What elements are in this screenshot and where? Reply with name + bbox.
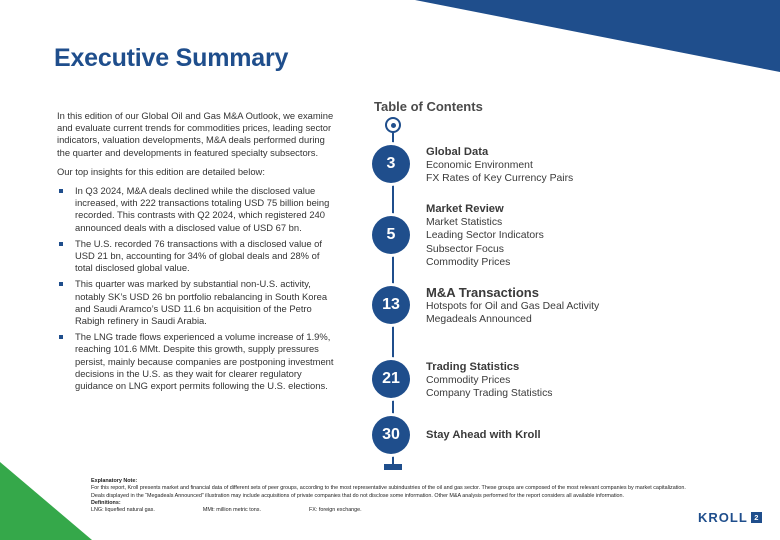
page-number-badge: 2 <box>751 512 762 523</box>
toc-item[interactable]: FX Rates of Key Currency Pairs <box>426 173 574 185</box>
toc-item[interactable]: Commodity Prices <box>426 375 511 386</box>
intro-paragraph: In this edition of our Global Oil and Gas M&A Outlook, we examine and evaluate current trends for commodities prices, leading sector indicators, valuation developments, M&A deals performed during the quarter and developments in featured specialty subsectors. <box>57 110 334 158</box>
toc-entry-market-review[interactable] <box>372 202 544 269</box>
definitions-label: Definitions: <box>91 499 121 506</box>
explanatory-note-label: Explanatory Note: <box>91 478 138 484</box>
toc-item[interactable]: Company Trading Statistics <box>426 388 553 400</box>
toc-entry-stay-ahead[interactable] <box>372 416 541 454</box>
insight-item: The U.S. recorded 76 transactions with a disclosed value of USD 21 bn, accounting for 34% of global deals and 28% of total disclosed global value. <box>57 238 339 275</box>
insights-lead: Our top insights for this edition are detailed below: <box>57 165 265 177</box>
toc-item[interactable]: Economic Environment <box>426 160 533 171</box>
insights-list <box>57 185 339 392</box>
toc-entry-trading-statistics[interactable] <box>372 360 552 401</box>
bullet-icon <box>59 242 63 246</box>
definition-item: FX: foreign exchange. <box>308 507 362 514</box>
toc-item[interactable]: Leading Sector Indicators <box>426 230 544 242</box>
footnotes <box>91 478 701 514</box>
toc-section-title: Stay Ahead with Kroll <box>426 429 541 441</box>
insight-item: The LNG trade flows experienced a volume increase of 1.9%, reaching 101.6 MMt. Despite this growth, supply pressures persist, mainly because companies are postponing investment decisions in the U.S. as they wait for clearer regulatory guidance on LNG export permits following the U.S. elections. <box>57 331 339 392</box>
toc-section-title: M&A Transactions <box>426 285 539 300</box>
toc-section-title: Global Data <box>426 146 489 158</box>
insight-item: In Q3 2024, M&A deals declined while the disclosed value increased, with 222 transactions totaling USD 75 billion being recorded. This contrasts with Q2 2024, which registered 240 announced deals with a disclosed value of USD 67 bn. <box>57 185 339 234</box>
toc-item[interactable]: Commodity Prices <box>426 256 511 268</box>
toc-item[interactable]: Megadeals Announced <box>426 314 532 326</box>
logo-text: KROLL <box>698 510 748 525</box>
toc-entry-global-data[interactable] <box>372 145 573 186</box>
toc-page-number: 30 <box>372 416 410 454</box>
toc-page-number: 21 <box>372 360 410 398</box>
bullet-icon <box>59 335 63 339</box>
definitions-list <box>91 507 701 514</box>
toc-entry-ma-transactions[interactable] <box>372 286 599 327</box>
toc-page-number: 13 <box>372 286 410 324</box>
executive-summary-text <box>57 110 339 396</box>
page-title: Executive Summary <box>54 44 289 72</box>
toc-section-title: Trading Statistics <box>426 361 520 373</box>
toc-page-number: 5 <box>372 216 410 254</box>
definition-item: LNG: liquefied natural gas. <box>91 507 155 514</box>
bullet-icon <box>59 189 63 193</box>
toc-start-ring-icon <box>385 117 401 133</box>
bullet-icon <box>59 282 63 286</box>
toc-section-title: Market Review <box>426 203 504 215</box>
explanatory-note-text: Deals displayed in the “Megadeals Announced” illustration may include acquisitions of private companies that do not disclose some information. Other M&A analysis performed for the report considers all available information. <box>91 492 625 499</box>
kroll-logo <box>698 510 762 525</box>
toc-item[interactable]: Subsector Focus <box>426 243 504 255</box>
explanatory-note-text: For this report, Kroll presents market and financial data of different sets of peer groups, according to the most representative subindustries of the oil and gas sector. These groups are composed of the most relevant companies by market capitalization. <box>91 485 686 492</box>
toc-timeline-end <box>384 464 402 470</box>
definition-item: MMt: million metric tons. <box>202 507 261 514</box>
toc-heading: Table of Contents <box>374 99 483 114</box>
green-corner-triangle <box>0 462 92 540</box>
toc-item[interactable]: Hotspots for Oil and Gas Deal Activity <box>426 301 600 312</box>
toc-item[interactable]: Market Statistics <box>426 217 503 228</box>
toc-page-number: 3 <box>372 145 410 183</box>
insight-item: This quarter was marked by substantial non-U.S. activity, notably SK’s USD 26 bn portfolio rebalancing in South Korea and Saudi Aramco’s USD 11.6 bn acquisition of the Petro Rabigh refinery in Saudi Arabia. <box>57 278 339 327</box>
